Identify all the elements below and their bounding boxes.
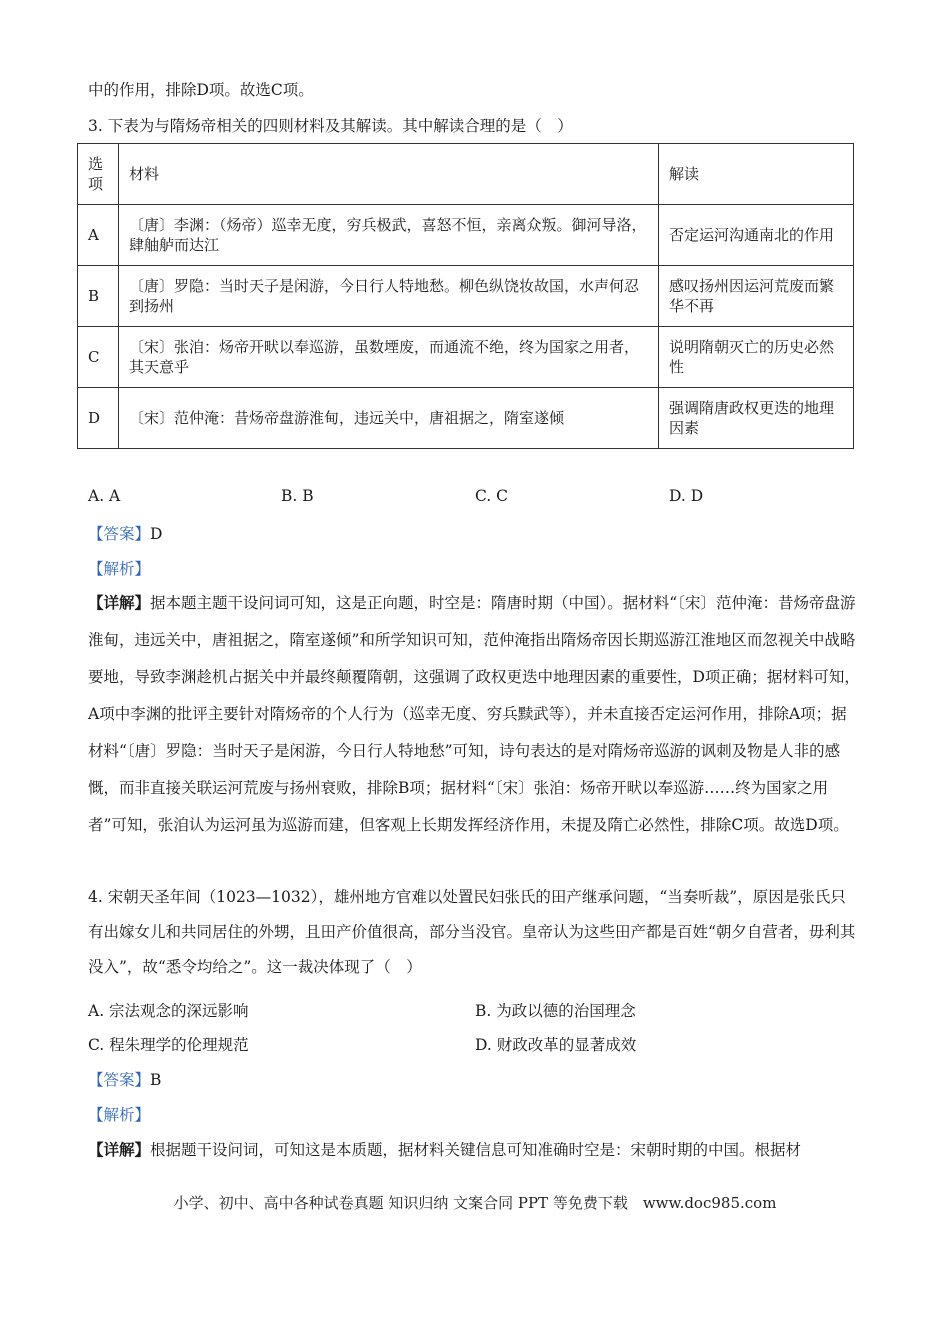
option-d: D. D	[669, 487, 704, 505]
question-4-stem: 4. 宋朝天圣年间（1023—1032），雄州地方官难以处置民妇张氏的田产继承问题，“当奏听裁”，原因是张氏只有出嫁女儿和共同居住的外甥，且田产价值很高，部分当没官。皇帝认为这些田产都是百姓“朝夕自营者，毋利其没入”，故“悉令均给之”。这一裁决体现了（ ）	[88, 888, 856, 976]
detail-text: 根据题干设问词，可知这是本质题，据材料关键信息可知准确时空是：宋朝时期的中国。根据材	[150, 1141, 802, 1159]
question-4-detail	[88, 1138, 801, 1160]
option-a: A. 宗法观念的深远影响	[88, 1002, 249, 1020]
row-interpretation: 说明隋朝灭亡的历史必然性	[659, 327, 854, 388]
answer-tag: 【答案】	[88, 1071, 151, 1089]
question-3-table	[77, 143, 854, 449]
header-option: 选项	[78, 144, 119, 205]
row-interpretation: 否定运河沟通南北的作用	[659, 205, 854, 266]
option-a: A. A	[88, 487, 121, 505]
table-row	[78, 205, 854, 266]
option-c: C. C	[475, 487, 509, 505]
question-3-detail	[88, 584, 860, 844]
table-header-row	[78, 144, 854, 205]
question-3-stem: 3. 下表为与隋炀帝相关的四则材料及其解读。其中解读合理的是（ ）	[88, 117, 573, 135]
detail-tag: 【详解】	[88, 593, 151, 612]
row-material: 〔唐〕李渊：（炀帝）巡幸无度，穷兵极武，喜怒不恒，亲离众叛。御河导洛，肆舳舻而达江	[119, 205, 659, 266]
answer-value: D	[150, 525, 163, 543]
question-3-analysis-tag: 【解析】	[88, 560, 151, 578]
question-4-analysis-tag: 【解析】	[88, 1106, 151, 1124]
row-material: 〔宋〕张洎：炀帝开畎以奉巡游，虽数堙废，而通流不绝，终为国家之用者，其天意乎	[119, 327, 659, 388]
row-material: 〔唐〕罗隐：当时天子是闲游，今日行人特地愁。柳色纵饶妆故国，水声何忍到扬州	[119, 266, 659, 327]
question-4-answer	[88, 1068, 161, 1090]
row-option: B	[78, 266, 119, 327]
row-material: 〔宋〕范仲淹：昔炀帝盘游淮甸，违远关中，唐祖据之，隋室遂倾	[119, 388, 659, 449]
row-interpretation: 强调隋唐政权更迭的地理因素	[659, 388, 854, 449]
detail-tag: 【详解】	[88, 1140, 151, 1159]
detail-text: 据本题主题干设问词可知，这是正向题，时空是：隋唐时期（中国）。据材料“〔宋〕范仲淹：昔炀帝盘游淮甸，违远关中，唐祖据之，隋室遂倾”和所学知识可知，范仲淹指出隋炀帝因长期巡游江淮地区而忽视关中战略要地，导致李渊趁机占据关中并最终颠覆隋朝，这强调了政权更迭中地理因素的重要性，D项正确；据材料可知，A项中李渊的批评主要针对隋炀帝的个人行为（巡幸无度、穷兵黩武等），并未直接否定运河作用，排除A项；据材料“〔唐〕罗隐：当时天子是闲游，今日行人特地愁”可知，诗句表达的是对隋炀帝巡游的讽刺及物是人非的感慨，而非直接关联运河荒废与扬州衰败，排除B项；据材料“〔宋〕张洎：炀帝开畎以奉巡游……终为国家之用者”可知，张洎认为运河虽为巡游而建，但客观上长期发挥经济作用，未提及隋亡必然性，排除C项。故选D项。	[88, 594, 860, 834]
answer-tag: 【答案】	[88, 525, 151, 543]
option-d: D. 财政改革的显著成效	[475, 1036, 637, 1054]
header-material: 材料	[119, 144, 659, 205]
table-row	[78, 388, 854, 449]
row-option: D	[78, 388, 119, 449]
table-row	[78, 327, 854, 388]
answer-value: B	[150, 1071, 162, 1089]
row-interpretation: 感叹扬州因运河荒废而繁华不再	[659, 266, 854, 327]
option-b: B. 为政以德的治国理念	[475, 1002, 636, 1020]
header-interpretation: 解读	[659, 144, 854, 205]
previous-answer-tail: 中的作用，排除D项。故选C项。	[88, 81, 314, 99]
table-row	[78, 266, 854, 327]
option-c: C. 程朱理学的伦理规范	[88, 1036, 249, 1054]
row-option: A	[78, 205, 119, 266]
question-3-answer	[88, 522, 162, 544]
option-b: B. B	[281, 487, 314, 505]
page-footer: 小学、初中、高中各种试卷真题 知识归纳 文案合同 PPT 等免费下载 www.doc985.com	[173, 1194, 777, 1212]
row-option: C	[78, 327, 119, 388]
